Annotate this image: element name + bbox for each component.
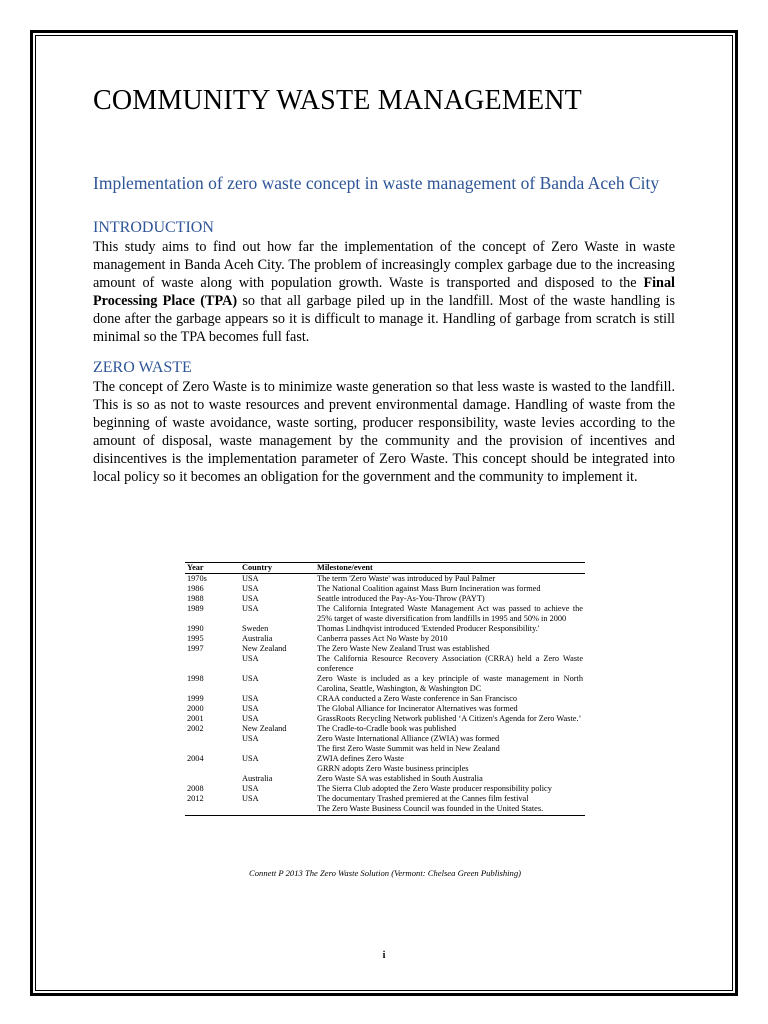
cell-event: The documentary Trashed premiered at the Cannes film festival — [317, 794, 529, 803]
cell-country: USA — [242, 574, 259, 583]
cell-event: Thomas Lindhqvist introduced 'Extended Producer Responsibility.' — [317, 624, 540, 633]
cell-country — [240, 804, 315, 816]
table-row — [185, 804, 585, 816]
table-row — [185, 574, 585, 585]
page-number: i — [382, 950, 386, 961]
table-row — [185, 604, 585, 624]
cell-year: 1997 — [187, 644, 204, 653]
cell-year — [185, 744, 240, 754]
cell-year: 1995 — [187, 634, 204, 643]
table-row — [185, 634, 585, 644]
cell-year — [185, 734, 240, 744]
milestone-table-container — [185, 562, 585, 816]
intro-bold-term: Final Processing Place (TPA) — [93, 274, 675, 309]
cell-event: The Zero Waste New Zealand Trust was established — [317, 644, 490, 653]
table-row — [185, 674, 585, 694]
cell-event: The California Resource Recovery Association (CRRA) held a Zero Waste conference — [317, 654, 583, 673]
table-row — [185, 644, 585, 654]
table-row — [185, 724, 585, 734]
introduction-paragraph — [93, 238, 675, 346]
table-row — [185, 774, 585, 784]
cell-event: Zero Waste is included as a key principle of waste management in North Carolina, Seattle, Washington, & Washington DC — [317, 674, 583, 693]
cell-country: USA — [242, 654, 259, 663]
cell-year: 1999 — [187, 694, 204, 703]
cell-country: USA — [242, 594, 259, 603]
cell-event: The Global Alliance for Incinerator Alternatives was formed — [317, 704, 518, 713]
table-row — [185, 794, 585, 804]
header-milestone: Milestone/event — [315, 563, 585, 574]
cell-country: USA — [242, 784, 259, 793]
cell-country: USA — [242, 704, 259, 713]
header-year: Year — [185, 563, 240, 574]
cell-year: 2002 — [187, 724, 204, 733]
cell-year: 1988 — [187, 594, 204, 603]
cell-country: USA — [242, 584, 259, 593]
cell-event: The California Integrated Waste Management Act was passed to achieve the 25% target of waste diversification from landfills in 1995 and 50% in 2000 — [317, 604, 583, 623]
table-row — [185, 624, 585, 634]
cell-country: USA — [242, 694, 259, 703]
document-subtitle: Implementation of zero waste concept in waste management of Banda Aceh City — [93, 172, 660, 193]
cell-year — [185, 654, 240, 674]
cell-country: USA — [242, 714, 259, 723]
cell-year: 2004 — [187, 754, 204, 763]
cell-country: New Zealand — [242, 724, 287, 733]
table-body — [185, 574, 585, 816]
cell-event: Zero Waste International Alliance (ZWIA) was formed — [317, 734, 500, 743]
cell-event: ZWIA defines Zero Waste — [317, 754, 404, 763]
cell-country — [240, 764, 315, 774]
table-row — [185, 744, 585, 754]
cell-event: CRAA conducted a Zero Waste conference in San Francisco — [317, 694, 518, 703]
table-row — [185, 584, 585, 594]
table-row — [185, 754, 585, 764]
cell-event: The Zero Waste Business Council was founded in the United States. — [315, 804, 585, 816]
cell-year: 1970s — [187, 574, 207, 583]
cell-year: 1998 — [187, 674, 204, 683]
cell-country: Australia — [242, 634, 273, 643]
table-row — [185, 704, 585, 714]
cell-event: The term 'Zero Waste' was introduced by Paul Palmer — [317, 574, 496, 583]
introduction-heading: INTRODUCTION — [93, 218, 214, 236]
cell-year — [185, 764, 240, 774]
cell-event: The Cradle-to-Cradle book was published — [317, 724, 457, 733]
table-row — [185, 734, 585, 744]
cell-country: Australia — [242, 774, 273, 783]
zero-waste-paragraph: The concept of Zero Waste is to minimize waste generation so that less waste is wasted to the landfill. This is so as not to waste resources and prevent environmental damage. Handling of waste from the beginning of waste avoidance, waste sorting, producer responsibility, waste levies according to the amount of disposal, waste management by the community and the provision of incentives and disincentives is the implementation parameter of Zero Waste. This concept should be integrated into local policy so it becomes an obligation for the government and the community to implement it. — [93, 378, 675, 485]
cell-country — [240, 744, 315, 754]
cell-year: 1989 — [187, 604, 204, 613]
cell-country: USA — [242, 604, 259, 613]
cell-event: The first Zero Waste Summit was held in New Zealand — [317, 744, 500, 753]
table-caption: Connett P 2013 The Zero Waste Solution (Vermont: Chelsea Green Publishing) — [249, 868, 521, 878]
cell-year: 2001 — [187, 714, 204, 723]
cell-country: USA — [242, 674, 259, 683]
milestone-table — [185, 562, 585, 816]
cell-year — [185, 804, 240, 816]
cell-event: The Sierra Club adopted the Zero Waste producer responsibility policy — [317, 784, 552, 793]
cell-country: USA — [242, 754, 259, 763]
cell-country: USA — [242, 734, 259, 743]
cell-year: 2008 — [187, 784, 204, 793]
cell-year — [185, 774, 240, 784]
cell-event: Zero Waste SA was established in South Australia — [317, 774, 483, 783]
cell-year: 1986 — [187, 584, 204, 593]
cell-country: Sweden — [242, 624, 269, 633]
cell-year: 2012 — [187, 794, 204, 803]
intro-text-end: so that all garbage piled up in the landfill. Most of the waste handling is done after the garbage appears so it is difficult to manage it. Handling of garbage from scratch is still minimal so the TPA becomes full fast. — [93, 292, 675, 345]
table-row — [185, 764, 585, 774]
table-row — [185, 694, 585, 704]
zero-waste-heading: ZERO WASTE — [93, 358, 192, 376]
table-header-row — [185, 563, 585, 574]
cell-event: GrassRoots Recycling Network published ‘A Citizen's Agenda for Zero Waste.’ — [317, 714, 582, 723]
cell-year: 1990 — [187, 624, 204, 633]
cell-event: GRRN adopts Zero Waste business principles — [317, 764, 469, 773]
table-row — [185, 784, 585, 794]
document-title: COMMUNITY WASTE MANAGEMENT — [93, 85, 582, 116]
intro-text-start: This study aims to find out how far the implementation of the concept of Zero Waste in waste management in Banda Aceh City. The problem of increasingly complex garbage due to the increasing amount of waste along with population growth. Waste is transported and disposed to the — [93, 238, 675, 291]
table-row — [185, 594, 585, 604]
header-country: Country — [240, 563, 315, 574]
cell-event: The National Coalition against Mass Burn Incineration was formed — [317, 584, 541, 593]
table-row — [185, 714, 585, 724]
table-row — [185, 654, 585, 674]
cell-country: New Zealand — [242, 644, 287, 653]
cell-event: Canberra passes Act No Waste by 2010 — [317, 634, 448, 643]
cell-country: USA — [242, 794, 259, 803]
cell-year: 2000 — [187, 704, 204, 713]
cell-event: Seattle introduced the Pay-As-You-Throw (PAYT) — [317, 594, 485, 603]
page-content — [93, 84, 675, 486]
